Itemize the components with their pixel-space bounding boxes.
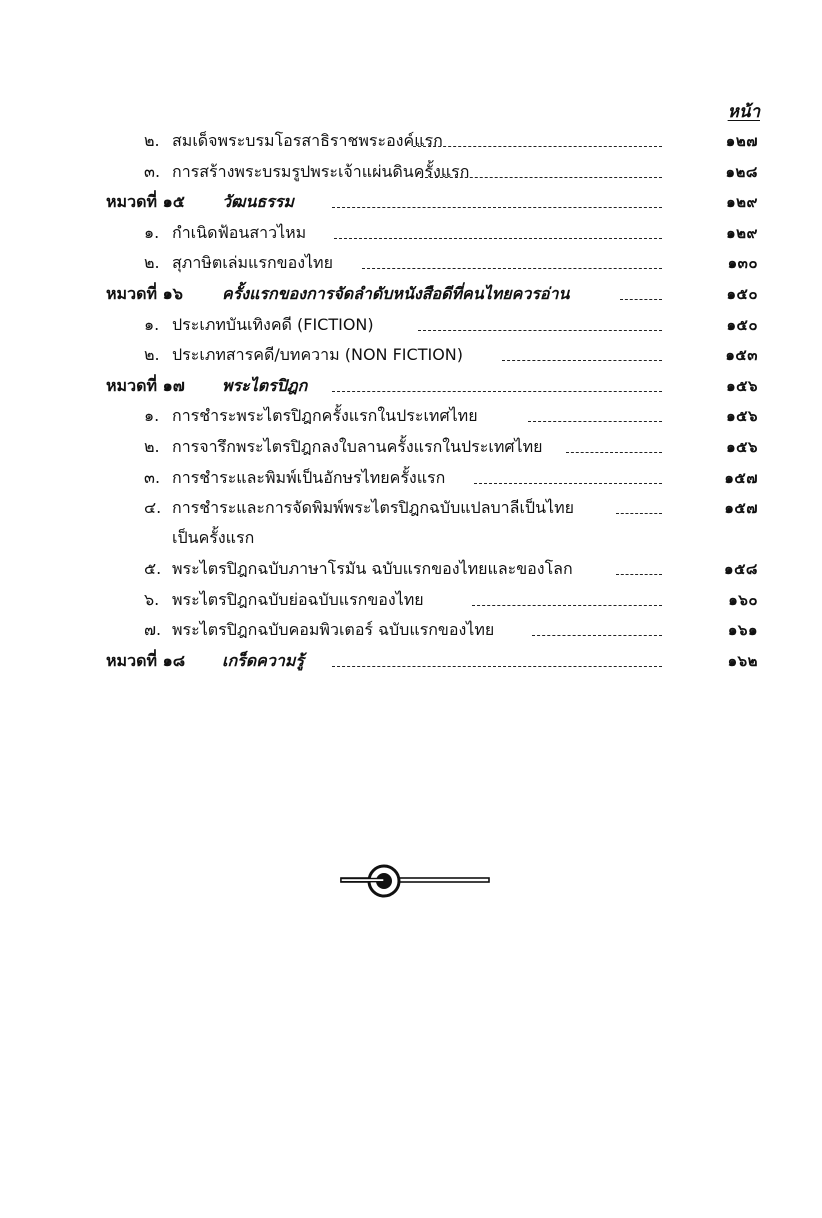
item-title: สมเด็จพระบรมโอรสาธิราชพระองค์แรก — [172, 131, 443, 150]
item-number: ๖. — [144, 589, 160, 609]
toc-chapter-row — [0, 371, 822, 402]
dot-leader — [332, 207, 662, 208]
dot-leader — [332, 666, 662, 667]
dot-leader — [418, 330, 662, 331]
toc-chapter-row — [0, 279, 822, 310]
item-title: ประเภทบันเทิงคดี (FICTION) — [172, 314, 374, 334]
chapter-label: หมวดที่ ๑๖ — [106, 283, 183, 303]
page-number: ๑๒๗ — [725, 132, 758, 150]
item-number: ๓. — [144, 467, 161, 487]
item-number: ๒. — [144, 131, 160, 150]
dot-leader — [332, 391, 662, 392]
page-number: ๑๕๐ — [726, 315, 758, 334]
chapter-title: เกร็ดความรู้ — [222, 650, 304, 670]
item-title: กำเนิดฟ้อนสาวไหม — [172, 222, 307, 242]
item-title: การชำระและการจัดพิมพ์พระไตรปิฎกฉบับแปลบาลีเป็นไทย — [172, 498, 574, 518]
toc-item-row — [0, 340, 822, 371]
toc-item-row — [0, 157, 822, 188]
item-number: ๕. — [144, 559, 162, 579]
dot-leader — [413, 146, 662, 147]
page-number: ๑๕๐ — [726, 284, 758, 303]
page-number: ๑๕๖ — [726, 407, 758, 426]
item-title-continued: เป็นครั้งแรก — [172, 528, 255, 548]
toc-item-row — [0, 248, 822, 279]
page-number: ๑๕๗ — [724, 468, 758, 487]
page-column-header: หน้า — [727, 102, 760, 122]
item-title: พระไตรปิฎกฉบับคอมพิวเตอร์ ฉบับแรกของไทย — [172, 620, 495, 640]
item-number: ๓. — [144, 161, 161, 181]
dot-leader — [528, 421, 662, 422]
chapter-label: หมวดที่ ๑๘ — [106, 650, 186, 670]
item-number: ๔. — [144, 498, 162, 518]
dot-leader — [566, 452, 662, 453]
chapter-label: หมวดที่ ๑๗ — [106, 375, 185, 395]
item-number: ๗. — [144, 620, 162, 640]
toc-item-row — [0, 310, 822, 341]
page-number: ๑๖๒ — [727, 651, 758, 670]
dot-leader — [620, 299, 662, 300]
page-number: ๑๒๙ — [726, 193, 758, 212]
page-number: ๑๕๘ — [724, 560, 758, 579]
page-number: ๑๕๖ — [726, 437, 758, 456]
item-title: การชำระพระไตรปิฎกครั้งแรกในประเทศไทย — [172, 406, 478, 426]
toc-item-row — [0, 126, 822, 157]
page-number: ๑๕๓ — [725, 346, 758, 365]
page-number: ๑๕๗ — [724, 499, 758, 518]
dot-leader — [472, 605, 662, 606]
item-number: ๑. — [144, 222, 160, 242]
toc-item-row — [0, 615, 822, 646]
toc-item-row — [0, 218, 822, 249]
dot-leader — [532, 635, 662, 636]
dot-leader — [616, 513, 662, 514]
chapter-label: หมวดที่ ๑๕ — [106, 192, 185, 212]
item-title: พระไตรปิฎกฉบับภาษาโรมัน ฉบับแรกของไทยและของโลก — [172, 559, 573, 579]
dot-leader — [616, 574, 662, 575]
toc-item-row — [0, 554, 822, 585]
ornament-divider-icon — [340, 862, 490, 902]
item-title: การสร้างพระบรมรูปพระเจ้าแผ่นดินครั้งแรก — [172, 161, 470, 181]
dot-leader — [334, 238, 662, 239]
item-number: ๒. — [144, 436, 160, 456]
page-number: ๑๒๙ — [726, 223, 758, 242]
item-number: ๑. — [144, 314, 160, 334]
item-number: ๒. — [144, 253, 160, 273]
dot-leader — [502, 360, 662, 361]
item-title: สุภาษิตเล่มแรกของไทย — [172, 253, 333, 273]
page-number: ๑๒๘ — [725, 162, 758, 181]
page-number: ๑๕๖ — [726, 376, 758, 395]
item-title: การจารึกพระไตรปิฎกลงใบลานครั้งแรกในประเทศไทย — [172, 436, 543, 456]
item-title: พระไตรปิฎกฉบับย่อฉบับแรกของไทย — [172, 589, 424, 609]
toc-item-row — [0, 432, 822, 463]
item-number: ๑. — [144, 406, 160, 426]
chapter-title: ครั้งแรกของการจัดลำดับหนังสือดีที่คนไทยควรอ่าน — [222, 283, 570, 303]
toc-item-row — [0, 493, 822, 554]
table-of-contents — [0, 126, 822, 677]
chapter-title: วัฒนธรรม — [222, 192, 294, 212]
toc-item-row — [0, 463, 822, 494]
toc-item-row — [0, 585, 822, 616]
toc-chapter-row — [0, 646, 822, 677]
item-number: ๒. — [144, 345, 160, 365]
page-number: ๑๖๐ — [728, 590, 758, 609]
toc-chapter-row — [0, 187, 822, 218]
item-title: ประเภทสารคดี/บทความ (NON FICTION) — [172, 345, 463, 365]
dot-leader — [362, 268, 662, 269]
page-number: ๑๖๑ — [727, 621, 758, 640]
dot-leader — [420, 177, 662, 178]
chapter-title: พระไตรปิฎก — [222, 375, 308, 395]
item-title: การชำระและพิมพ์เป็นอักษรไทยครั้งแรก — [172, 467, 446, 487]
toc-item-row — [0, 401, 822, 432]
page-number: ๑๓๐ — [727, 254, 758, 273]
dot-leader — [474, 483, 662, 484]
